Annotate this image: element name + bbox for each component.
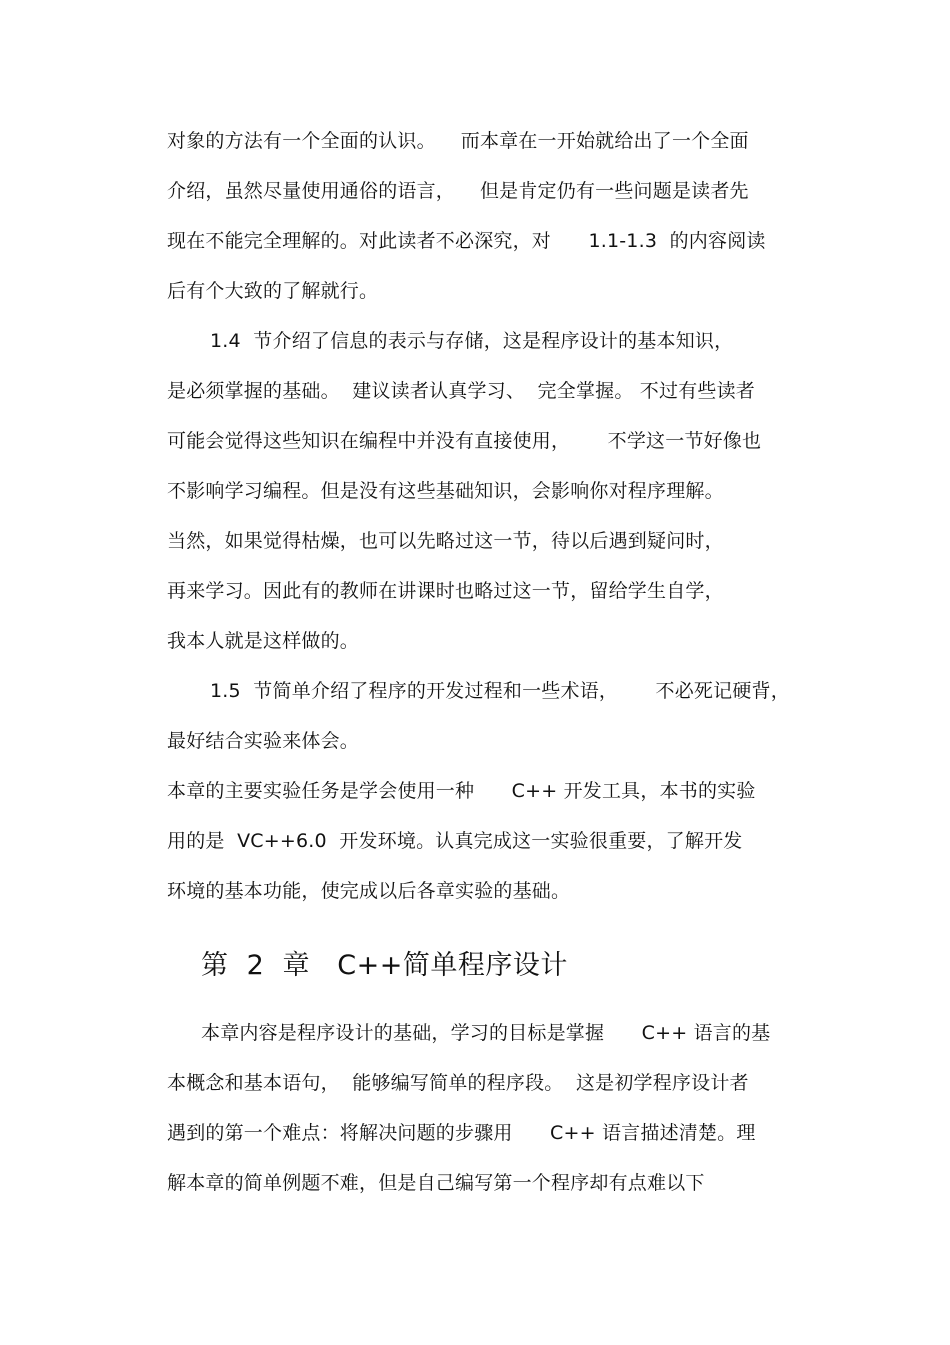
paragraph-line: 对象的方法有一个全面的认识。 而本章在一开始就给出了一个全面	[167, 130, 749, 152]
paragraph-line: 不影响学习编程。但是没有这些基础知识，会影响你对程序理解。	[167, 480, 724, 502]
paragraph-line: 1.4 节介绍了信息的表示与存储，这是程序设计的基本知识，	[210, 330, 734, 352]
paragraph-line: 本章的主要实验任务是学会使用一种 C++ 开发工具，本书的实验	[167, 780, 756, 802]
chapter-heading: 第 2 章 C++简单程序设计	[201, 950, 568, 981]
paragraph-line: 解本章的简单例题不难，但是自己编写第一个程序却有点难以下	[167, 1172, 705, 1194]
paragraph-line: 我本人就是这样做的。	[167, 630, 360, 652]
paragraph-line: 当然，如果觉得枯燥，也可以先略过这一节，待以后遇到疑问时，	[167, 530, 724, 552]
paragraph-line: 介绍，虽然尽量使用通俗的语言， 但是肯定仍有一些问题是读者先	[167, 180, 749, 202]
paragraph-line: 可能会觉得这些知识在编程中并没有直接使用， 不学这一节好像也	[167, 430, 762, 452]
paragraph-line: 是必须掌握的基础。 建议读者认真学习、 完全掌握。 不过有些读者	[167, 380, 755, 402]
paragraph-line: 现在不能完全理解的。对此读者不必深究，对 1.1-1.3 的内容阅读	[167, 230, 766, 252]
paragraph-line: 最好结合实验来体会。	[167, 730, 360, 752]
paragraph-line: 后有个大致的了解就行。	[167, 280, 379, 302]
paragraph-line: 本章内容是程序设计的基础，学习的目标是掌握 C++ 语言的基	[201, 1022, 771, 1044]
paragraph-line: 遇到的第一个难点：将解决问题的步骤用 C++ 语言描述清楚。理	[167, 1122, 756, 1144]
paragraph-line: 用的是 VC++6.0 开发环境。认真完成这一实验很重要，了解开发	[167, 830, 743, 852]
paragraph-line: 1.5 节简单介绍了程序的开发过程和一些术语， 不必死记硬背，	[210, 680, 790, 702]
paragraph-line: 本概念和基本语句， 能够编写简单的程序段。 这是初学程序设计者	[167, 1072, 749, 1094]
paragraph-line: 环境的基本功能，使完成以后各章实验的基础。	[167, 880, 571, 902]
paragraph-line: 再来学习。因此有的教师在讲课时也略过这一节，留给学生自学，	[167, 580, 724, 602]
